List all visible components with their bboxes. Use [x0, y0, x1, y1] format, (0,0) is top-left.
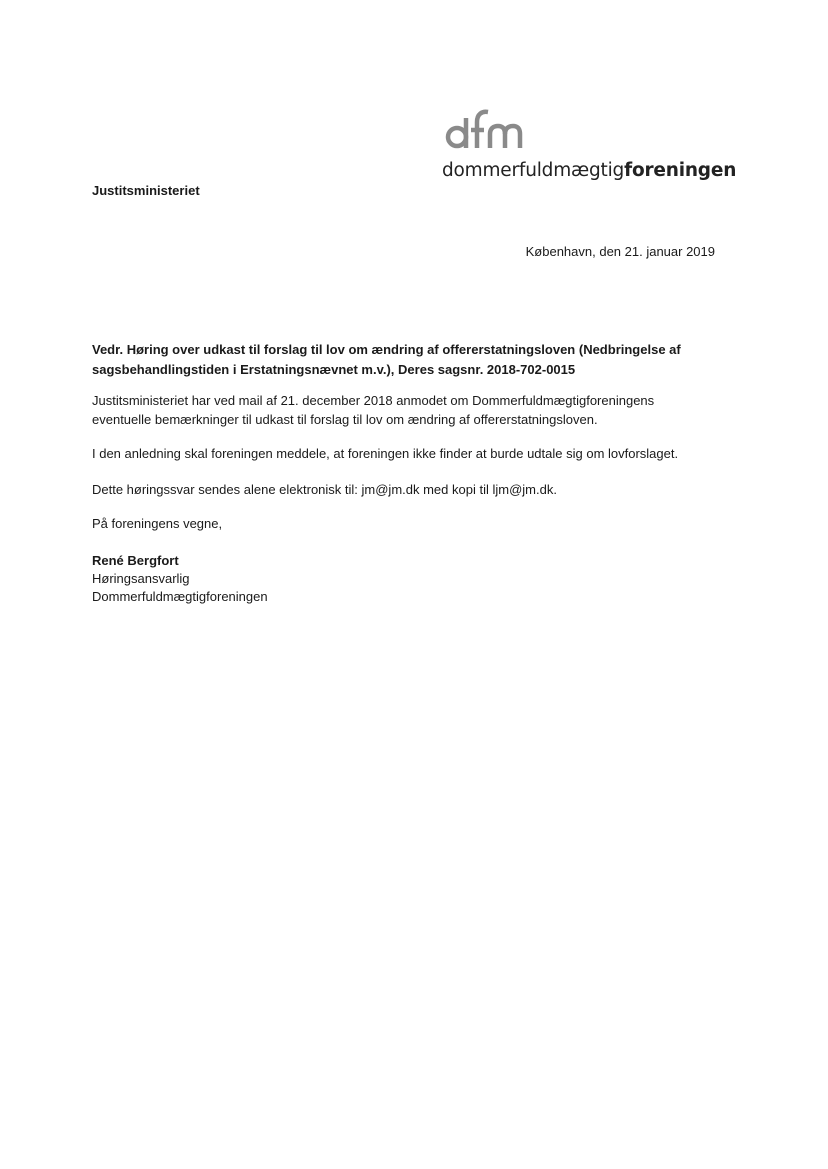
dfm-logo-icon — [444, 104, 524, 154]
closing-line: På foreningens vegne, — [92, 516, 223, 531]
paragraph-request-line-2: eventuelle bemærkninger til udkast til forslag til lov om ændring af offererstatningsloven. — [92, 412, 598, 427]
signatory-organization: Dommerfuldmægtigforeningen — [92, 589, 268, 604]
paragraph-request-line-1: Justitsministeriet har ved mail af 21. december 2018 anmodet om Dommerfuldmægtigforeningens — [92, 393, 655, 408]
signature-block — [92, 552, 268, 606]
date-line: København, den 21. januar 2019 — [525, 244, 715, 259]
paragraph-request — [92, 391, 732, 429]
recipient: Justitsministeriet — [92, 183, 200, 198]
organization-logo — [440, 104, 737, 184]
signatory-title: Høringsansvarlig — [92, 571, 190, 586]
paragraph-response: I den anledning skal foreningen meddele, at foreningen ikke finder at burde udtale sig om lovforslaget. — [92, 446, 679, 461]
subject-line: Vedr. Høring over udkast til forslag til lov om ændring af offererstatningsloven (Nedbringelse af sagsbehandlingstiden i Erstatningsnævnet m.v.), Deres sagsnr. 2018-702-0015 — [92, 342, 681, 377]
signatory-name: René Bergfort — [92, 553, 179, 568]
paragraph-delivery: Dette høringssvar sendes alene elektronisk til: jm@jm.dk med kopi til ljm@jm.dk. — [92, 482, 557, 497]
organization-name-bold: foreningen — [624, 160, 737, 181]
organization-name-regular: dommerfuldmægtig — [442, 160, 625, 181]
organization-name — [442, 160, 736, 181]
